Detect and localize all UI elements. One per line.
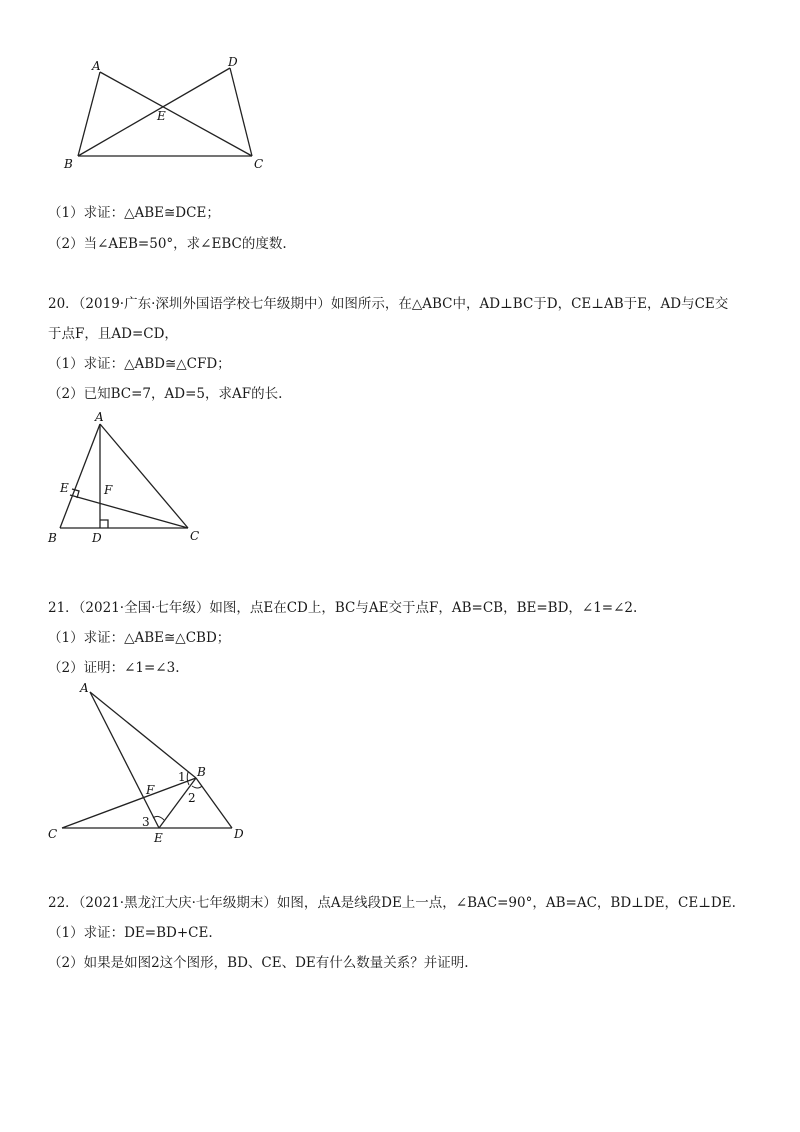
segment-ae xyxy=(90,692,159,828)
q21-part1: （1）求证：△ABE≅△CBD； xyxy=(48,630,231,646)
label-b: B xyxy=(197,765,206,779)
q20-part2: （2）已知BC=7，AD=5，求AF的长. xyxy=(48,386,283,402)
label-a: A xyxy=(92,59,101,73)
q20-stem-line1: 20．（2019·广东·深圳外国语学校七年级期中）如图所示，在△ABC中，AD⊥BC于D，CE⊥AB于E，AD与CE交 xyxy=(48,296,729,312)
q21-part2: （2）证明：∠1=∠3. xyxy=(48,660,180,676)
q22-stem-line1: 22．（2021·黑龙江大庆·七年级期末）如图，点A是线段DE上一点，∠BAC=90°，AB=AC，BD⊥DE，CE⊥DE. xyxy=(48,895,736,911)
label-c: C xyxy=(190,529,200,543)
angle-arc-2 xyxy=(192,786,202,788)
label-c: C xyxy=(48,827,58,841)
figure-21-svg xyxy=(0,0,300,860)
angle-label-1: 1 xyxy=(178,770,186,784)
label-d: D xyxy=(234,827,244,841)
segment-cb xyxy=(62,778,196,828)
label-a: A xyxy=(95,410,104,424)
q21-stem-line1: 21．（2021·全国·七年级）如图，点E在CD上，BC与AE交于点F，AB=CB，BE=BD，∠1=∠2. xyxy=(48,600,638,616)
label-e: E xyxy=(157,109,166,123)
label-b: B xyxy=(48,531,57,545)
q19-part2: （2）当∠AEB=50°，求∠EBC的度数. xyxy=(48,236,287,252)
segment-ab xyxy=(90,692,196,778)
label-f: F xyxy=(146,783,155,797)
label-d: D xyxy=(92,531,102,545)
q20-part1: （1）求证：△ABD≅△CFD； xyxy=(48,356,231,372)
label-d: D xyxy=(228,55,238,69)
angle-label-3: 3 xyxy=(142,815,150,829)
label-e: E xyxy=(60,481,69,495)
angle-arc-1 xyxy=(187,772,189,785)
label-f: F xyxy=(104,483,113,497)
segment-bd xyxy=(196,778,232,828)
angle-label-2: 2 xyxy=(188,791,196,805)
q22-part1: （1）求证：DE=BD+CE. xyxy=(48,925,213,941)
label-b: B xyxy=(64,157,73,171)
label-a: A xyxy=(80,681,89,695)
q20-stem-line2: 于点F，且AD=CD， xyxy=(48,326,178,342)
label-c: C xyxy=(254,157,264,171)
label-e: E xyxy=(154,831,163,845)
q22-part2: （2）如果是如图2这个图形，BD、CE、DE有什么数量关系？并证明. xyxy=(48,955,469,971)
figure-21 xyxy=(0,0,300,860)
q19-part1: （1）求证：△ABE≅DCE； xyxy=(48,205,220,221)
